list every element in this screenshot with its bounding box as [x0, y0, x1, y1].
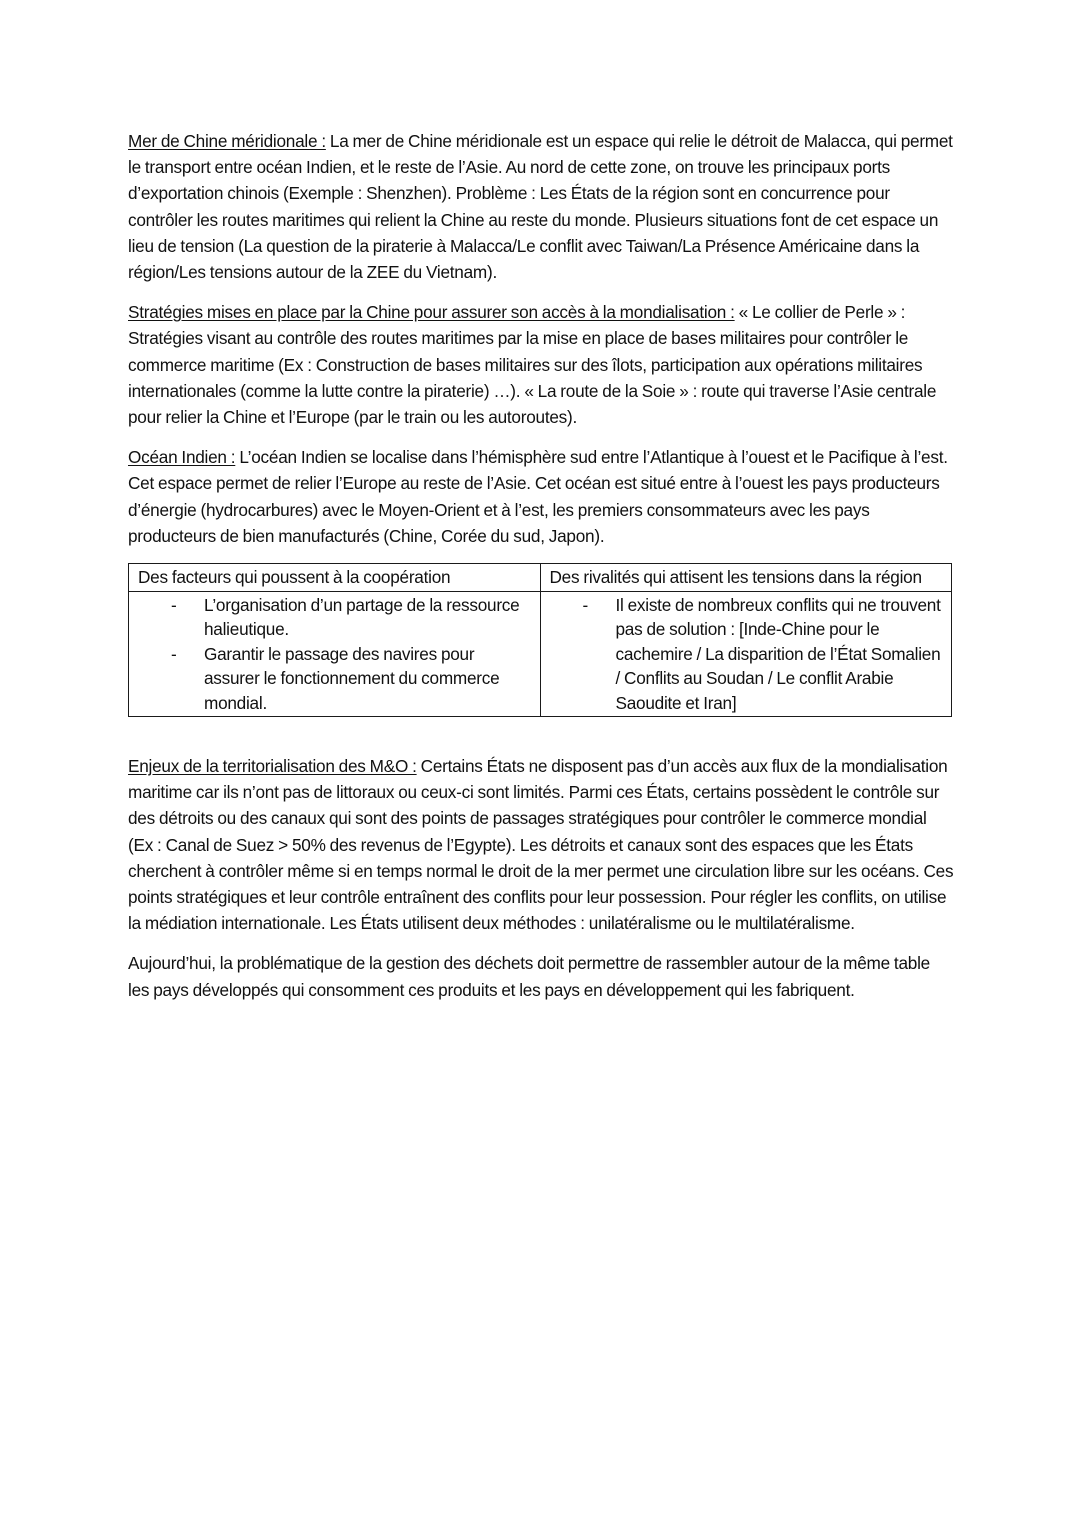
table-header-cooperation: Des facteurs qui poussent à la coopération [129, 564, 541, 592]
section-heading-enjeux: Enjeux de la territorialisation des M&O : [128, 756, 417, 777]
section-heading-mer-de-chine: Mer de Chine méridionale : [128, 131, 326, 151]
section-text-mer-de-chine: La mer de Chine méridionale est un espace qui relie le détroit de Malacca, qui permet le transport entre océan Indien, et le reste de l’Asie. Au nord de cette zone, on trouve les principaux ports d’exportation chinois (Exemple : Shenzhen). Problème : Les États de la région sont en concurrence pour contrôler les routes maritimes qui relient la Chine au reste du monde. Plusieurs situations font de cet espace un lieu de tension (La question de la piraterie à Malacca/Le conflit avec Taiwan/La Présence Américaine dans la région/Les tensions autour de la ZEE du Vietnam). [128, 131, 953, 283]
dash-bullet-icon: - [171, 594, 177, 615]
cooperation-rivalry-table [128, 563, 952, 717]
paragraph-ocean-indien [128, 444, 954, 549]
cooperation-list [138, 593, 532, 716]
section-text-enjeux: Certains États ne disposent pas d’un accès aux flux de la mondialisation maritime car ils n’ont pas de littoraux ou ceux-ci sont limités. Parmi ces États, certains possèdent le contrôle sur des détroits ou des canaux qui sont des points de passages stratégiques pour contrôler le commerce mondial (Ex : Canal de Suez > 50% des revenus de l’Egypte). Les détroits et canaux sont des espaces que les États cherchent à contrôler même si en temps normal le droit de la mer permet une circulation libre sur les océans. Ces points stratégiques et leur contrôle entraînent des conflits pour leur possession. Pour régler les conflits, on utilise la médiation internationale. Les États utilisent deux méthodes : unilatéralisme ou le multilatéralisme. [128, 756, 954, 934]
table-row [129, 591, 952, 717]
rivalries-list [550, 593, 944, 716]
table-cell-cooperation [129, 591, 541, 717]
paragraph-closing: Aujourd’hui, la problématique de la gestion des déchets doit permettre de rassembler autour de la même table les pays développés qui consomment ces produits et les pays en développement qui les fabriquent. [128, 953, 930, 1000]
section-text-ocean-indien: L’océan Indien se localise dans l’hémisphère sud entre l’Atlantique à l’ouest et le Pacifique à l’est. Cet espace permet de relier l’Europe au reste de l’Asie. Cet océan est situé entre à l’ouest les pays producteurs d’énergie (hydrocarbures) avec le Moyen-Orient et à l’est, les premiers consommateurs avec les pays producteurs de bien manufacturés (Chine, Corée du sud, Japon). [128, 447, 948, 546]
table-header-row [129, 564, 952, 592]
table-header-rivalries: Des rivalités qui attisent les tensions dans la région [540, 564, 952, 592]
paragraph-enjeux-territorialisation [128, 753, 954, 936]
dash-bullet-icon: - [582, 594, 588, 615]
section-heading-ocean-indien: Océan Indien : [128, 447, 236, 468]
list-item-text: Il existe de nombreux conflits qui ne trouvent pas de solution : [Inde-Chine pour le cachemire / La disparition de l’État Somalien / Conflits au Soudan / Le conflit Arabie Saoudite et Iran] [615, 594, 941, 713]
dash-bullet-icon: - [171, 643, 177, 664]
list-item-text: L’organisation d’un partage de la ressource halieutique. [204, 594, 520, 640]
list-item [550, 593, 944, 716]
paragraph-strategies-chine [128, 299, 954, 430]
section-text-strategies-chine: « Le collier de Perle » : Stratégies visant au contrôle des routes maritimes par la mise en place de bases militaires pour contrôler le commerce maritime (Ex : Construction de bases militaires sur des îlots, participation aux opérations militaires internationales (comme la lutte contre la piraterie) …). « La route de la Soie » : route qui traverse l’Asie centrale pour relier la Chine et l’Europe (par le train ou les autoroutes). [128, 302, 937, 428]
list-item [138, 642, 532, 716]
list-item-text: Garantir le passage des navires pour assurer le fonctionnement du commerce mondial. [204, 643, 500, 713]
document-page [128, 128, 954, 1017]
table-cell-rivalries [540, 591, 952, 717]
list-item [138, 593, 532, 642]
paragraph-mer-de-chine [128, 128, 954, 285]
section-heading-strategies-chine: Stratégies mises en place par la Chine pour assurer son accès à la mondialisation : [128, 302, 735, 323]
